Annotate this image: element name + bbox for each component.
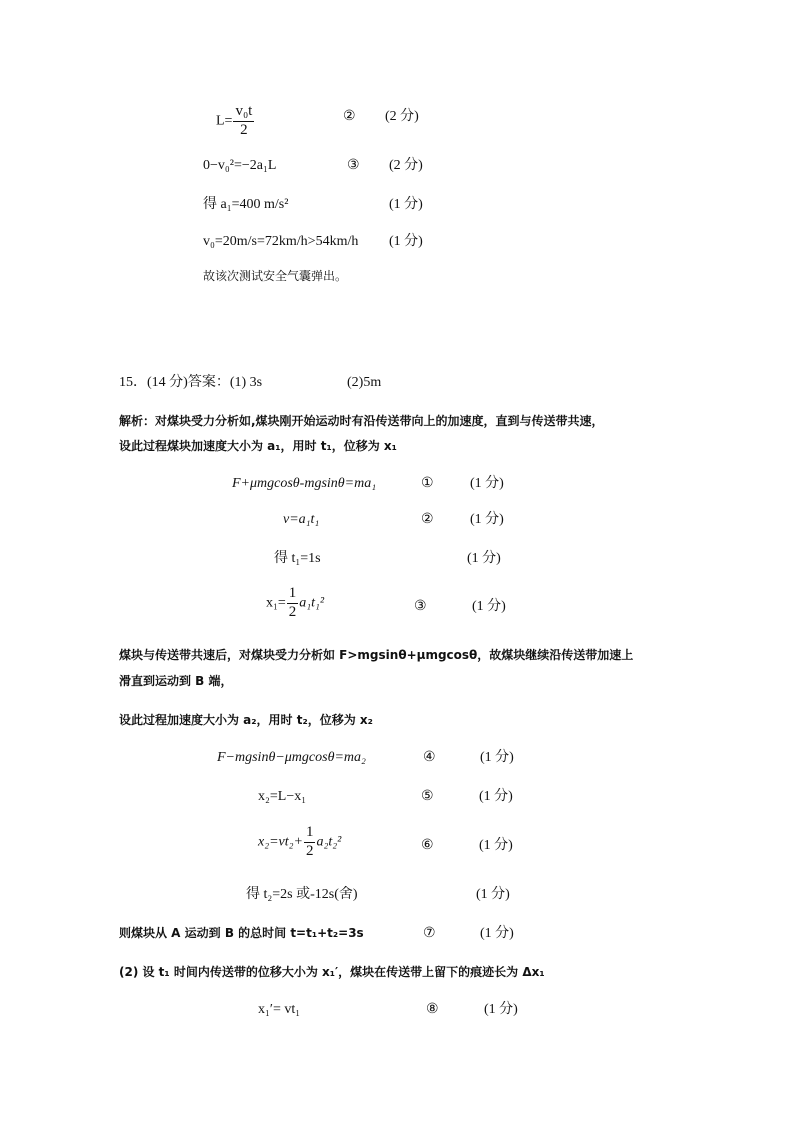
- score: (2 分): [389, 158, 423, 173]
- equation-number: ③: [414, 599, 427, 614]
- equation-number: ②: [421, 512, 434, 527]
- result-t2: 得 t₂=2s 或-12s(舍): [246, 887, 358, 902]
- result-t1: 得 t₁=1s: [274, 551, 321, 566]
- analysis-line-2: 设此过程煤块加速度大小为 a₁，用时 t₁，位移为 x₁: [119, 439, 397, 453]
- equation-6-row: [258, 825, 341, 860]
- fraction: [287, 586, 299, 621]
- result-a1: 得 a₁=400 m/s²: [203, 197, 289, 212]
- equation-number: ⑧: [426, 1002, 439, 1017]
- equation-5: x₂=L−x₁: [258, 789, 307, 804]
- equation-4: F−mgsinθ−μmgcosθ=ma₂: [217, 750, 366, 765]
- fraction-numerator: 1: [287, 586, 299, 604]
- score: (1 分): [389, 197, 423, 212]
- equation-number: ③: [347, 158, 360, 173]
- equation-rhs: a₁t₁²: [299, 595, 325, 611]
- fraction-denominator: 2: [240, 121, 248, 138]
- fraction-denominator: 2: [305, 842, 314, 859]
- equation-lhs: x₁=: [266, 595, 286, 611]
- equation-number: ④: [423, 750, 436, 765]
- score: (1 分): [480, 926, 514, 941]
- equation-rhs: a₂t₂²: [316, 834, 342, 850]
- total-time-text: 则煤块从 A 运动到 B 的总时间 t=t₁+t₂=3s: [119, 926, 364, 940]
- paragraph-2-line-1: 煤块与传送带共速后，对煤块受力分析如 F>mgsinθ+μmgcosθ，故煤块继续沿传送带加速上: [119, 648, 634, 662]
- equation-number: ②: [343, 109, 356, 124]
- equation-3-row: [266, 586, 324, 621]
- equation-lhs: x₂=vt₂+: [258, 834, 303, 850]
- equation-2-row: [216, 104, 255, 139]
- equation-number: ①: [421, 476, 434, 491]
- equation-2: v=a₁t₁: [283, 512, 320, 527]
- score: (2 分): [385, 109, 419, 124]
- score: (1 分): [470, 512, 504, 527]
- result-v0: v₀=20m/s=72km/h>54km/h: [203, 234, 359, 249]
- fraction: [304, 825, 316, 860]
- score: (1 分): [467, 551, 501, 566]
- equation-lhs: L=: [216, 113, 233, 129]
- score: (1 分): [480, 750, 514, 765]
- fraction-numerator: v₀t: [233, 104, 254, 122]
- fraction-denominator: 2: [288, 603, 297, 620]
- paragraph-2-line-2: 滑直到运动到 B 端，: [119, 674, 233, 688]
- score: (1 分): [389, 234, 423, 249]
- paragraph-3: 设此过程加速度大小为 a₂，用时 t₂，位移为 x₂: [119, 713, 373, 727]
- fraction-numerator: 1: [304, 825, 316, 843]
- equation-8: x₁′= vt₁: [258, 1002, 301, 1017]
- score: (1 分): [472, 599, 506, 614]
- score: (1 分): [470, 476, 504, 491]
- equation-1: F+μmgcosθ-mgsinθ=ma₁: [232, 476, 377, 491]
- answer-part-2: (2)5m: [347, 375, 382, 390]
- equation-number: ⑤: [421, 789, 434, 804]
- score: (1 分): [479, 789, 513, 804]
- score: (1 分): [476, 887, 510, 902]
- equation-number: ⑦: [423, 926, 436, 941]
- conclusion-text: 故该次测试安全气囊弹出。: [203, 269, 348, 283]
- analysis-line-1: 解析：对煤块受力分析如,煤块刚开始运动时有沿传送带向上的加速度，直到与传送带共速，: [119, 414, 604, 428]
- fraction: [233, 104, 254, 139]
- score: (1 分): [484, 1002, 518, 1017]
- equation-number: ⑥: [421, 838, 434, 853]
- score: (1 分): [479, 838, 513, 853]
- problem-15-header: 15．(14 分)答案：(1) 3s: [119, 375, 263, 390]
- part-2-intro: (2) 设 t₁ 时间内传送带的位移大小为 x₁′，煤块在传送带上留下的痕迹长为 Δx₁: [119, 965, 545, 979]
- equation-3: 0−v₀²=−2a₁L: [203, 158, 277, 173]
